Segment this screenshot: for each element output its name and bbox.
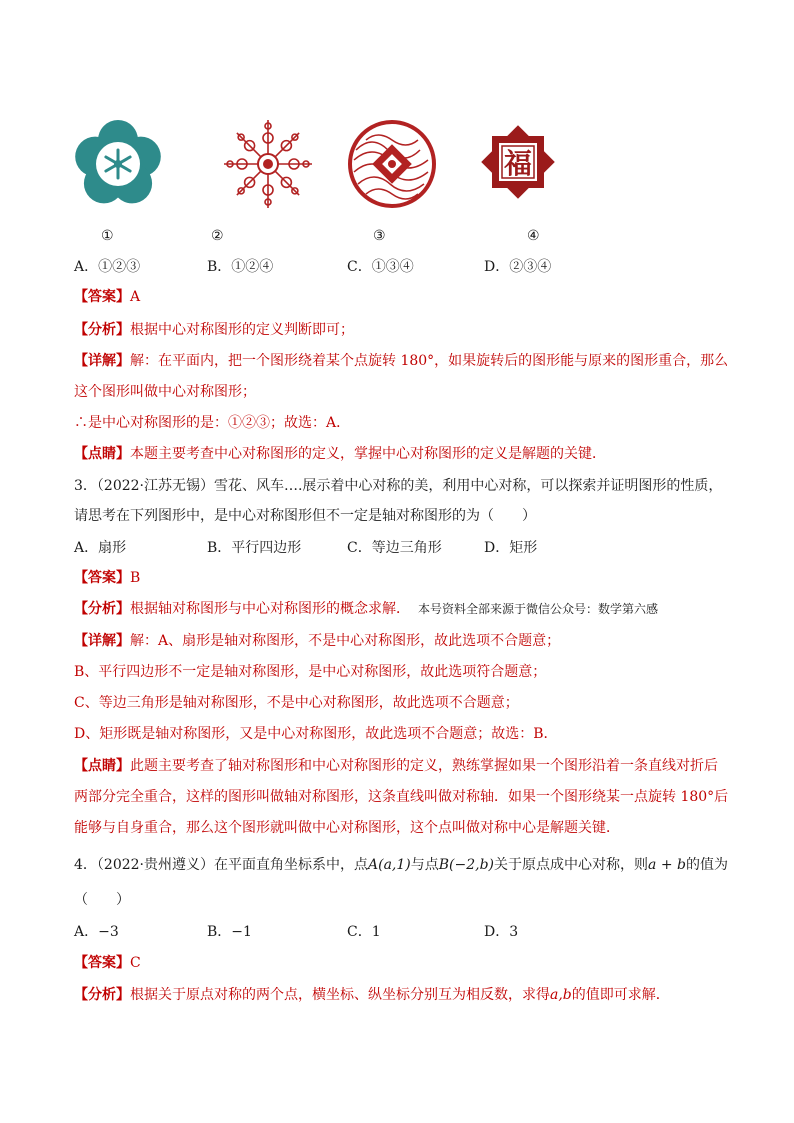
q3-answer [74, 568, 140, 588]
q2-conclusion: ∴是中心对称图形的是：①②③；故选：A． [74, 415, 351, 431]
detail-text: 解：在平面内，把一个图形绕着某个点旋转 180°，如果旋转后的图形能与原来的图形重合，那么 [130, 353, 729, 369]
q4-answer [74, 953, 141, 973]
q3-analysis [74, 599, 658, 619]
q3-option-c: C．等边三角形 [347, 540, 442, 556]
figure-label-3: ③ [373, 228, 386, 244]
q3-detail-b: B、平行四边形不一定是轴对称图形，是中心对称图形，故此选项符合题意； [74, 664, 547, 680]
q4-option-a: A．−3 [74, 924, 119, 940]
q4-point-b: B(−2,b) [438, 857, 495, 873]
q3-detail-c: C、等边三角形是轴对称图形，不是中心对称图形，故此选项不合题意； [74, 695, 519, 711]
figure-1-plum-blossom [74, 120, 162, 208]
analysis-text: 根据中心对称图形的定义判断即可； [130, 322, 354, 338]
analysis-vars: a,b [550, 987, 572, 1003]
q3-comment-line-3: 能够与自身重合，那么这个图形就叫做中心对称图形，这个点叫做对称中心是解题关键． [74, 820, 620, 836]
detail-text: 解：A、扇形是轴对称图形，不是中心对称图形，故此选项不合题意； [130, 633, 561, 649]
q2-analysis [74, 320, 354, 340]
q4-expression: a + b [648, 857, 686, 873]
q4-stem-line-2: （ ） [74, 892, 130, 908]
q2-option-d: D．②③④ [484, 259, 552, 275]
q2-comment [74, 444, 606, 464]
q4-stem-line-1 [74, 855, 728, 875]
q4-stem-end: 的值为 [685, 857, 728, 873]
q4-stem-prefix: 4．（2022·贵州遵义）在平面直角坐标系中，点 [74, 857, 368, 873]
q3-option-b: B．平行四边形 [207, 540, 302, 556]
q4-option-c: C．1 [347, 924, 381, 940]
q3-detail-d: D、矩形既是轴对称图形，又是中心对称图形，故此选项不合题意；故选：B． [74, 726, 558, 742]
comment-tag: 【点睛】 [74, 758, 130, 774]
answer-value: A [130, 289, 141, 305]
q4-option-b: B．−1 [207, 924, 252, 940]
analysis-tag: 【分析】 [74, 987, 130, 1003]
analysis-tag: 【分析】 [74, 601, 130, 617]
q3-stem-line-1: 3．（2022·江苏无锡）雪花、风车….展示着中心对称的美，利用中心对称，可以探索并证明图形的性质， [74, 478, 723, 494]
analysis-suffix: 的值即可求解． [571, 987, 670, 1003]
q2-option-c: C．①③④ [347, 259, 414, 275]
figure-4-fu-octagram [476, 120, 560, 204]
analysis-text: 根据轴对称图形与中心对称图形的概念求解． [130, 601, 410, 617]
analysis-prefix: 根据关于原点对称的两个点，横坐标、纵坐标分别互为相反数，求得 [130, 987, 550, 1003]
comment-tag: 【点睛】 [74, 446, 130, 462]
q4-analysis [74, 985, 670, 1005]
detail-tag: 【详解】 [74, 633, 130, 649]
answer-tag: 【答案】 [74, 955, 130, 971]
answer-tag: 【答案】 [74, 570, 130, 586]
q4-stem-suffix: 关于原点成中心对称，则 [494, 857, 649, 873]
q2-detail-line-2: 这个图形叫做中心对称图形； [74, 384, 256, 400]
figure-label-2: ② [211, 228, 224, 244]
analysis-tag: 【分析】 [74, 322, 130, 338]
q3-detail-a [74, 631, 560, 651]
figure-label-1: ① [101, 228, 114, 244]
q4-option-d: D．3 [484, 924, 519, 940]
figure-3-circular-pattern [348, 120, 436, 208]
comment-text: 本题主要考查中心对称图形的定义，掌握中心对称图形的定义是解题的关键． [130, 446, 606, 462]
q3-stem-line-2: 请思考在下列图形中，是中心对称图形但不一定是轴对称图形的为（ ） [74, 508, 536, 524]
answer-value: C [130, 955, 141, 971]
q2-option-b: B．①②④ [207, 259, 274, 275]
q2-detail-line-1 [74, 351, 728, 371]
q4-point-a: A(a,1) [368, 857, 411, 873]
q3-comment-line-2: 两部分完全重合，这样的图形叫做轴对称图形，这条直线叫做对称轴．如果一个图形绕某一点旋转 180°后 [74, 789, 729, 805]
figure-2-snowflake [222, 118, 314, 210]
q3-comment-line-1 [74, 756, 718, 776]
answer-value: B [130, 570, 141, 586]
comment-text: 此题主要考查了轴对称图形和中心对称图形的定义，熟练掌握如果一个图形沿着一条直线对折后 [130, 758, 718, 774]
q4-stem-mid: 与点 [410, 857, 439, 873]
detail-tag: 【详解】 [74, 353, 130, 369]
answer-tag: 【答案】 [74, 289, 130, 305]
q3-option-d: D．矩形 [484, 540, 538, 556]
analysis-source-note: 本号资料全部来源于微信公众号：数学第六感 [418, 602, 659, 616]
figure-label-4: ④ [527, 228, 540, 244]
q3-option-a: A．扇形 [74, 540, 127, 556]
q2-option-a: A．①②③ [74, 259, 141, 275]
fu-character: 福 [503, 147, 533, 180]
q2-answer [74, 287, 140, 307]
